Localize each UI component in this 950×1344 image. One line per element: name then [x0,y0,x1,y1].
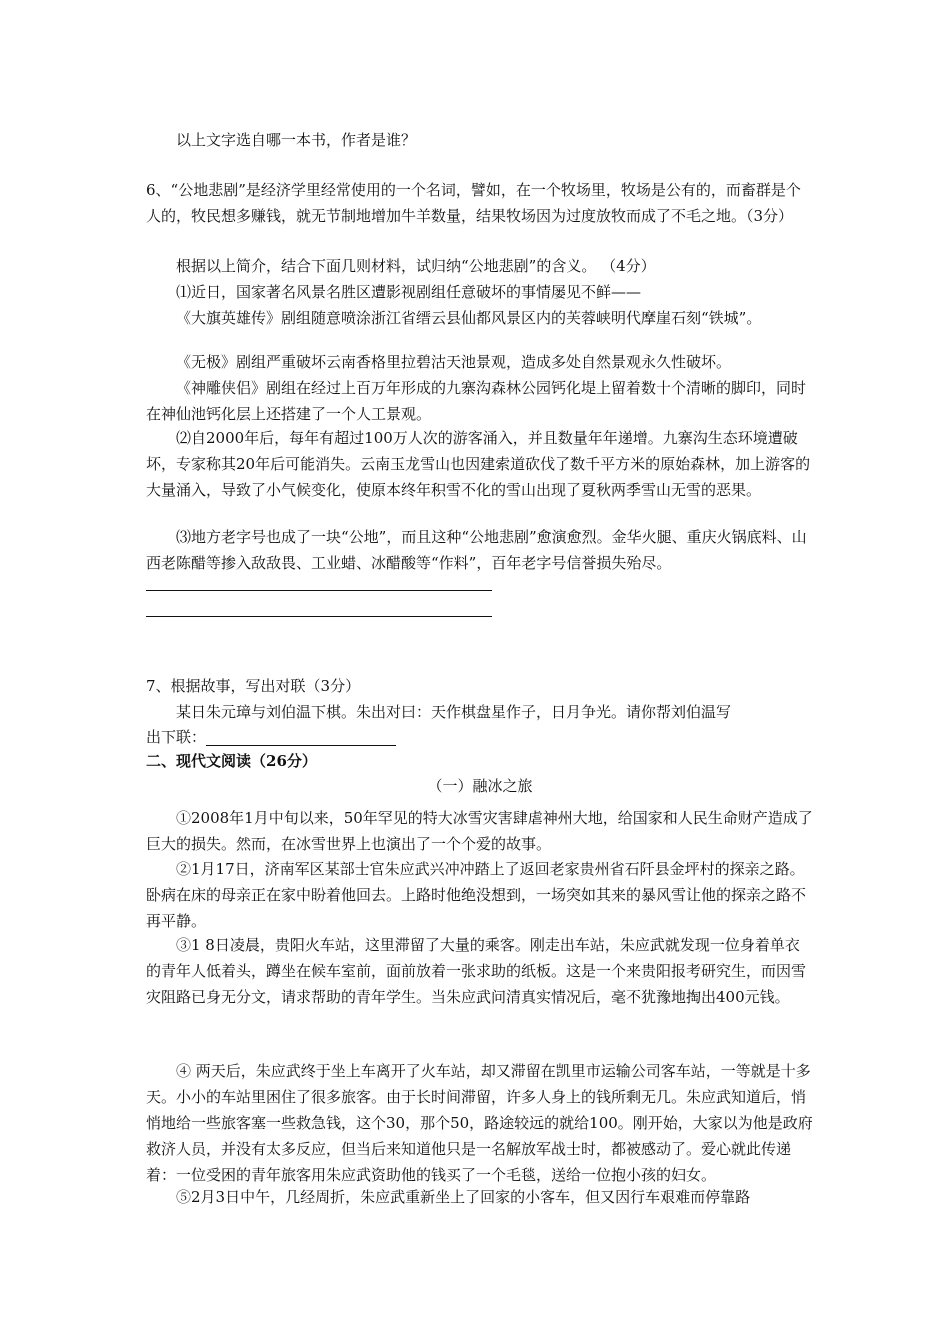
passage-paragraph-2: ②1月17日，济南军区某部士官朱应武兴冲冲踏上了返回老家贵州省石阡县金坪村的探亲之路。卧病在床的母亲正在家中盼着他回去。上路时他绝没想到，一场突如其来的暴风雪让他的探亲之路不再平静。 [146,860,807,930]
answer-line-2[interactable] [146,616,492,617]
q7-body: 某日朱元璋与刘伯温下棋。朱出对曰：天作棋盘星作子，日月争光。请你帮刘伯温写 [176,703,732,721]
q5-prompt: 以上文字选自哪一本书，作者是谁？ [176,131,417,149]
q6-intro: 6、“公地悲剧”是经济学里经常使用的一个名词，譬如，在一个牧场里，牧场是公有的，而畜群是个人的，牧民想多赚钱，就无节制地增加牛羊数量，结果牧场因为过度放牧而成了不毛之地。（3分） [146,181,801,225]
q6-material-1a: 《大旗英雄传》剧组随意喷涂浙江省缙云县仙都风景区内的芙蓉峡明代摩崖石刻“铁城”。 [176,309,762,327]
q6-material-1b: 《无极》剧组严重破坏云南香格里拉碧沽天池景观，造成多处自然景观永久性破坏。 [176,353,732,371]
answer-line-1[interactable] [146,590,492,591]
q6-material-2: ⑵自2000年后，每年有超过100万人次的游客涌入，并且数量年年递增。九寨沟生态环境遭破坏，专家称其20年后可能消失。云南玉龙雪山也因建索道砍伐了数千平方米的原始森林，加上游客的大量涌入，导致了小气候变化，使原本终年积雪不化的雪山出现了夏秋两季雪山无雪的恶果。 [146,429,811,499]
passage-paragraph-4: ④ 两天后，朱应武终于坐上车离开了火车站，却又滞留在凯里市运输公司客车站，一等就是十多天。小小的车站里困住了很多旅客。由于长时间滞留，许多人身上的钱所剩无几。朱应武知道后，悄悄地给一些旅客塞一些救急钱，这个30，那个50，路途较远的就给100。刚开始，大家以为他是政府救济人员，并没有太多反应，但当后来知道他只是一名解放军战士时，都被感动了。爱心就此传递着：一位受困的青年旅客用朱应武资助他的钱买了一个毛毯，送给一位抱小孩的妇女。 [146,1062,813,1184]
section-2-title: 二、现代文阅读（26分） [146,752,317,770]
q7-title: 7、根据故事，写出对联（3分） [146,677,361,695]
q7-tail-line [146,724,814,750]
passage-paragraph-3: ③1 8日凌晨，贵阳火车站，这里滞留了大量的乘客。刚走出车站，朱应武就发现一位身着单衣的青年人低着头，蹲坐在候车室前，面前放着一张求助的纸板。这是一个来贵阳报考研究生，而因雪灾阻路已身无分文，请求帮助的青年学生。当朱应武问清真实情况后，毫不犹豫地掏出400元钱。 [146,936,807,1006]
q7-tail: 出下联： [146,728,207,746]
q6-material-3: ⑶地方老字号也成了一块“公地”，而且这种“公地悲剧”愈演愈烈。金华火腿、重庆火锅底料、山西老陈醋等掺入敌敌畏、工业蜡、冰醋酸等“作料”，百年老字号信誉损失殆尽。 [146,528,807,572]
q6-task: 根据以上简介，结合下面几则材料，试归纳“公地悲剧”的含义。 （4分） [176,257,656,275]
q6-material-1c: 《神雕侠侣》剧组在经过上百万年形成的九寨沟森林公园钙化堤上留着数十个清晰的脚印，同时在神仙池钙化层上还搭建了一个人工景观。 [146,379,807,423]
passage-paragraph-1: ①2008年1月中旬以来，50年罕见的特大冰雪灾害肆虐神州大地，给国家和人民生命财产造成了巨大的损失。然而，在冰雪世界上也演出了一个个爱的故事。 [146,809,813,853]
passage-paragraph-5: ⑤2月3日中午，几经周折，朱应武重新坐上了回家的小客车，但又因行车艰难而停靠路 [176,1188,751,1206]
passage-title: （一）融冰之旅 [427,777,533,795]
couplet-answer-blank[interactable] [206,727,396,746]
q6-material-1-head: ⑴近日，国家著名风景名胜区遭影视剧组任意破坏的事情屡见不鲜—— [176,283,642,301]
